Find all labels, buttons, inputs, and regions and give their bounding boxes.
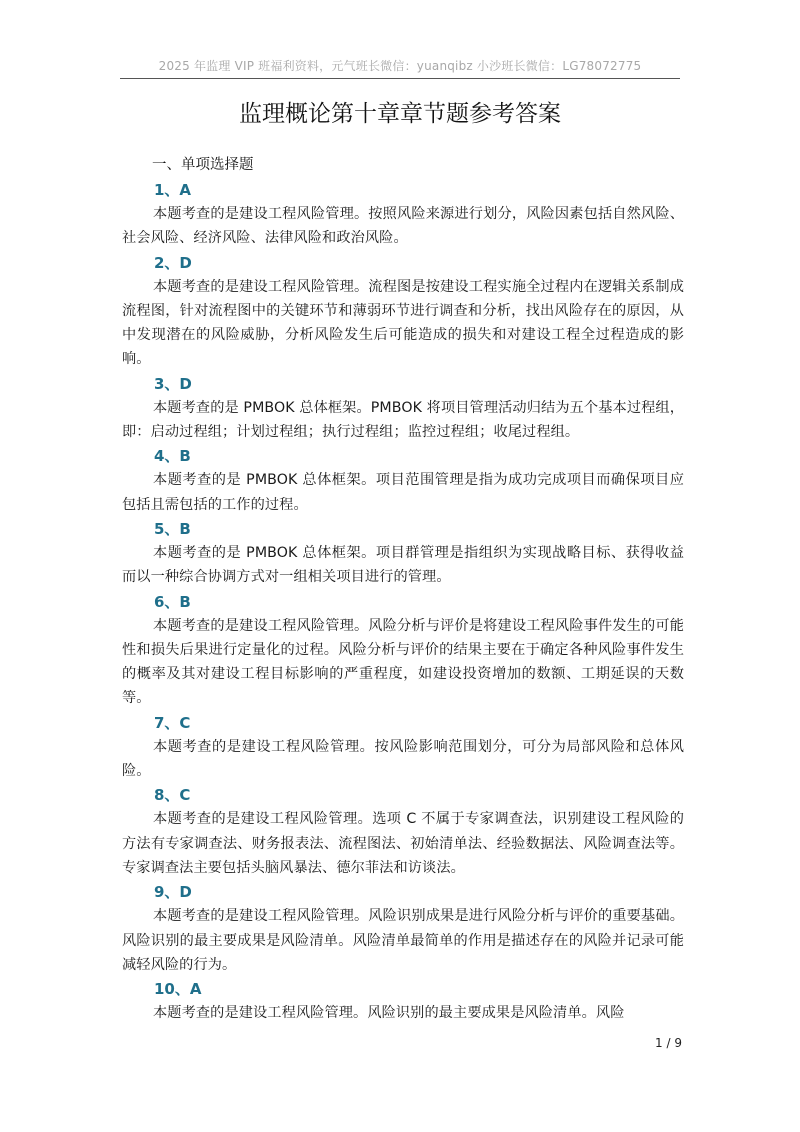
answer-number: 9、D — [154, 883, 192, 902]
page-number: 1 / 9 — [655, 1036, 682, 1050]
answer-explanation: 本题考查的是建设工程风险管理。选项 C 不属于专家调查法，识别建设工程风险的方法有专家调查法、财务报表法、流程图法、初始清单法、经验数据法、风险调查法等。专家调查法主要包括头脑风暴法、德尔菲法和访谈法。 — [122, 811, 684, 876]
answer-number: 1、A — [154, 181, 192, 199]
answer-number: 8、C — [154, 786, 191, 805]
answer-explanation: 本题考查的是建设工程风险管理。风险识别的最主要成果是风险清单。风险 — [153, 1005, 625, 1022]
answer-number: 6、B — [154, 592, 191, 611]
document-body — [122, 152, 684, 1025]
answer-explanation: 本题考查的是建设工程风险管理。风险分析与评价是将建设工程风险事件发生的可能性和损失后果进行定量化的过程。风险分析与评价的结果主要在于确定各种风险事件发生的概率及其对建设工程目标影响的严重程度，如建设投资增加的数额、工期延误的天数等。 — [122, 617, 684, 707]
answer-explanation: 本题考查的是建设工程风险管理。流程图是按建设工程实施全过程内在逻辑关系制成流程图，针对流程图中的关键环节和薄弱环节进行调查和分析，找出风险存在的原因，从中发现潜在的风险威胁，分析风险发生后可能造成的损失和对建设工程全过程造成的影响。 — [122, 278, 684, 368]
page-header: 2025 年监理 VIP 班福利资料，元气班长微信：yuanqibz 小沙班长微信：LG78072775 — [120, 56, 680, 79]
answer-explanation: 本题考查的是 PMBOK 总体框架。PMBOK 将项目管理活动归结为五个基本过程组，即：启动过程组；计划过程组；执行过程组；监控过程组；收尾过程组。 — [122, 399, 684, 441]
answer-number: 2、D — [154, 253, 192, 272]
answer-number: 3、D — [154, 374, 192, 393]
answer-explanation: 本题考查的是 PMBOK 总体框架。项目群管理是指组织为实现战略目标、获得收益而以一种综合协调方式对一组相关项目进行的管理。 — [122, 544, 684, 586]
answer-number: 7、C — [154, 713, 191, 732]
answer-explanation: 本题考查的是建设工程风险管理。按照风险来源进行划分，风险因素包括自然风险、社会风险、经济风险、法律风险和政治风险。 — [122, 206, 684, 247]
answer-explanation: 本题考查的是建设工程风险管理。风险识别成果是进行风险分析与评价的重要基础。风险识别的最主要成果是风险清单。风险清单最简单的作用是描述存在的风险并记录可能减轻风险的行为。 — [122, 908, 684, 973]
answer-explanation: 本题考查的是建设工程风险管理。按风险影响范围划分，可分为局部风险和总体风险。 — [122, 738, 684, 780]
section-heading: 一、单项选择题 — [152, 157, 254, 173]
answer-number: 5、B — [154, 519, 191, 538]
answer-explanation: 本题考查的是 PMBOK 总体框架。项目范围管理是指为成功完成项目而确保项目应包括且需包括的工作的过程。 — [122, 472, 684, 513]
answer-number: 4、B — [154, 447, 191, 466]
answer-number: 10、A — [154, 980, 202, 999]
document-title: 监理概论第十章章节题参考答案 — [239, 101, 561, 127]
